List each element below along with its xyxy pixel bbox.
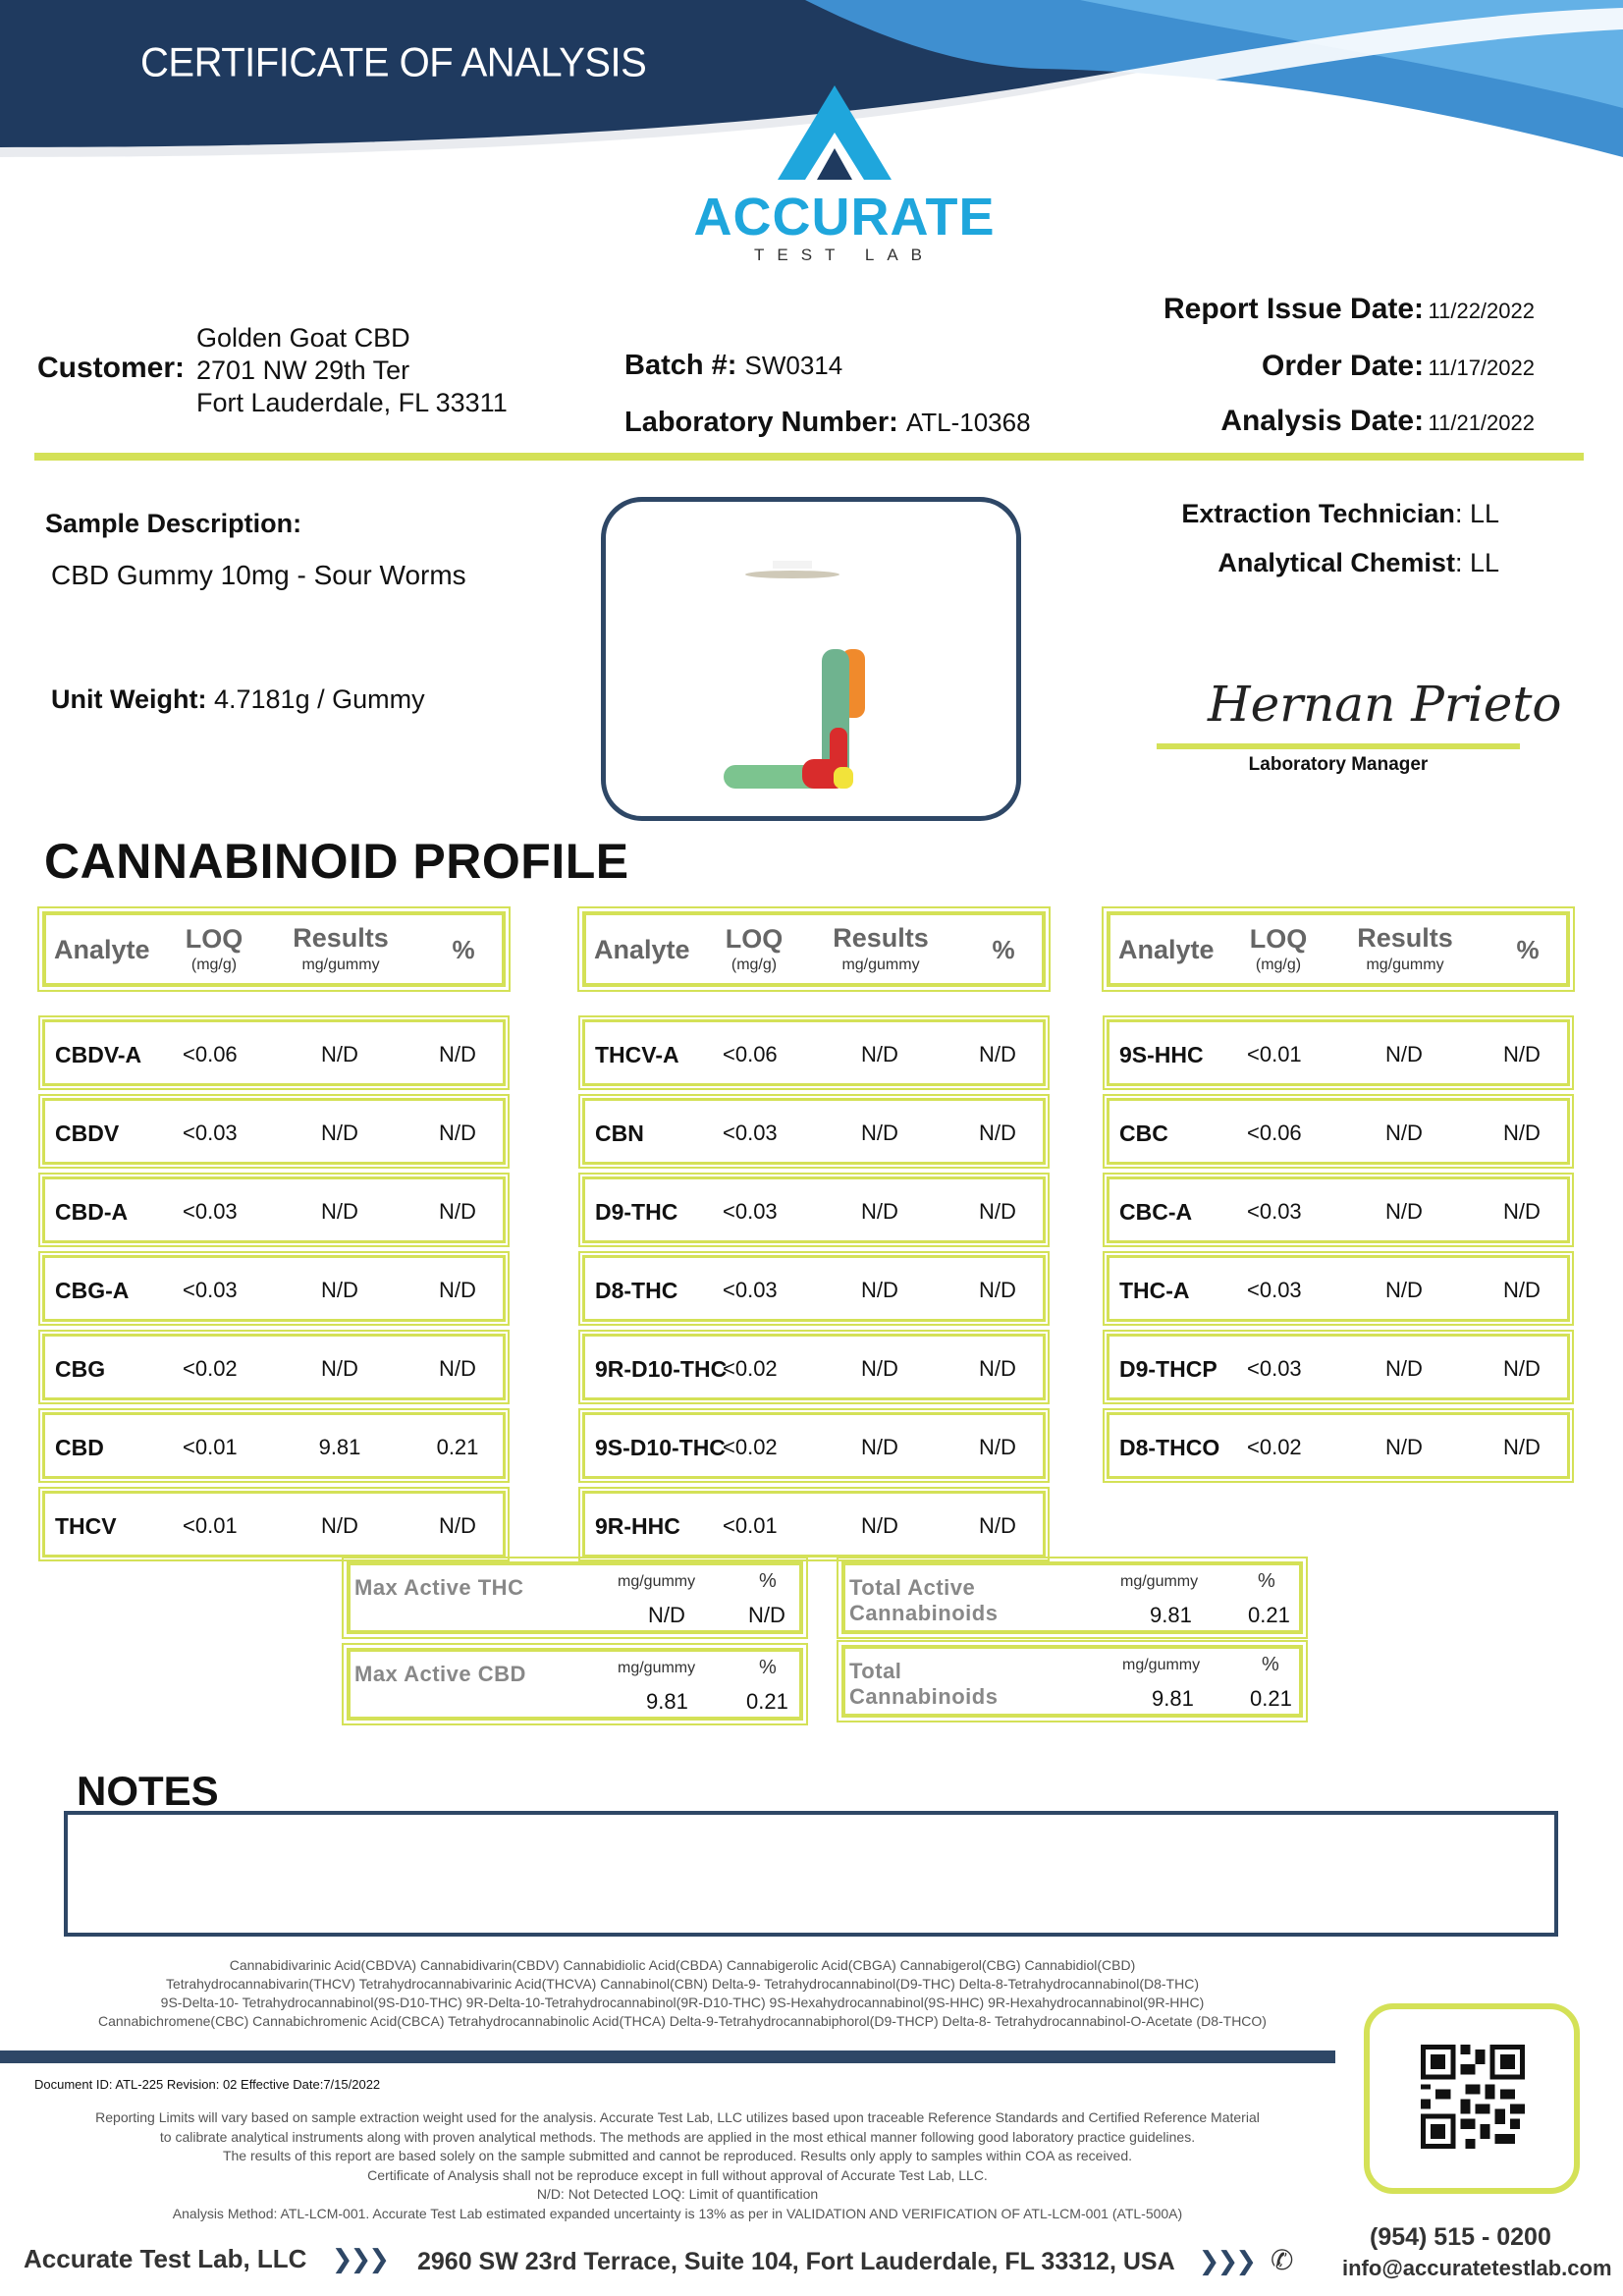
legend-line: 9S-Delta-10- Tetrahydrocannabinol(9S-D10-THC) 9R-Delta-10-Tetrahydrocannabinol(9R-D10-THC) 9S-Hexahydrocannabinol(9S-HHC) 9R-Hexahydrocannabinol(9R-HHC)	[160, 1995, 1205, 2010]
section-title-cannabinoid-profile: CANNABINOID PROFILE	[44, 834, 629, 889]
footer-phone: (954) 515 - 0200	[1370, 2223, 1551, 2251]
cell-percent: N/D	[439, 1513, 476, 1538]
lab-number-field	[624, 407, 1031, 439]
document-title: CERTIFICATE OF ANALYSIS	[140, 39, 647, 86]
header-loq-unit: (mg/g)	[1255, 957, 1302, 973]
cell-percent: N/D	[979, 1121, 1016, 1145]
cell-analyte: THC-A	[1119, 1278, 1190, 1303]
header-analyte: Analyte	[1118, 935, 1215, 964]
table-row	[42, 1176, 506, 1243]
table-row	[1107, 1334, 1570, 1400]
cell-loq: <0.02	[723, 1435, 778, 1459]
customer-name: Golden Goat CBD	[196, 323, 410, 353]
disclaimer-line: to calibrate analytical instruments along with proven analytical methods. The methods are applied in the most ethical manner following good laboratory practice guidelines.	[159, 2129, 1196, 2145]
order-date-label: Order Date:	[1262, 350, 1425, 382]
cell-result: 9.81	[318, 1435, 361, 1459]
table-row	[1107, 1098, 1570, 1165]
unit-weight-field	[51, 684, 425, 715]
summary-unit-mg: mg/gummy	[1122, 1657, 1201, 1673]
disclaimer-line: N/D: Not Detected LOQ: Limit of quantification	[536, 2186, 819, 2202]
cell-percent: N/D	[1503, 1121, 1541, 1145]
cell-result: N/D	[321, 1356, 358, 1381]
legend-line: Cannabichromene(CBC) Cannabichromenic Acid(CBCA) Tetrahydrocannabinolic Acid(THCA) Delta-9-Tetrahydrocannabiphorol(D9-THCP) Delta-8- Tetrahydrocannabinol-O-Acetate (D8-THCO)	[98, 2013, 1267, 2029]
cell-analyte: CBC	[1119, 1121, 1168, 1146]
table-header	[1107, 911, 1570, 987]
sample-photo	[601, 497, 1021, 821]
cell-loq: <0.03	[1247, 1356, 1302, 1381]
cell-result: N/D	[861, 1513, 898, 1538]
header-results-unit: mg/gummy	[1366, 957, 1444, 973]
table-row	[582, 1176, 1046, 1243]
cell-result: N/D	[861, 1435, 898, 1459]
header-loq-unit: (mg/g)	[730, 957, 778, 973]
cell-analyte: 9R-D10-THC	[595, 1356, 728, 1382]
legend-line: Cannabidivarinic Acid(CBDVA) Cannabidivarin(CBDV) Cannabidiolic Acid(CBDA) Cannabigerolic Acid(CBGA) Cannabigerol(CBG) Cannabidiol(CBD)	[229, 1957, 1136, 1973]
unit-weight-value: 4.7181g / Gummy	[213, 684, 425, 714]
cell-result: N/D	[1385, 1356, 1423, 1381]
table-row	[1107, 1412, 1570, 1479]
cell-result: N/D	[321, 1121, 358, 1145]
cell-loq: <0.03	[183, 1199, 238, 1224]
cell-percent: N/D	[979, 1435, 1016, 1459]
legend-line: Tetrahydrocannabivarin(THCV) Tetrahydrocannabivarinic Acid(THCVA) Cannabinol(CBN) Delta-9- Tetrahydrocannabinol(D9-THC) Delta-8-Tetrahydrocannabinol(D8-THC)	[166, 1976, 1199, 1992]
sample-description-label: Sample Description:	[45, 509, 302, 538]
cell-analyte: CBD-A	[55, 1199, 129, 1225]
cell-analyte: 9S-D10-THC	[595, 1435, 726, 1460]
cell-percent: N/D	[1503, 1278, 1541, 1302]
chemist-value: LL	[1469, 548, 1499, 577]
table-row	[42, 1255, 506, 1322]
header-divider	[34, 453, 1584, 461]
summary-pct-value: N/D	[748, 1603, 785, 1627]
analysis-date-label: Analysis Date:	[1220, 405, 1425, 437]
cell-analyte: CBDV	[55, 1121, 120, 1146]
cell-result: N/D	[321, 1199, 358, 1224]
footer-email[interactable]: info@accuratetestlab.com	[1342, 2256, 1612, 2280]
header-analyte: Analyte	[54, 935, 150, 964]
cell-result: N/D	[1385, 1121, 1423, 1145]
cell-result: N/D	[1385, 1199, 1423, 1224]
summary-unit-pct: %	[1262, 1654, 1279, 1675]
phone-icon: ✆	[1270, 2245, 1294, 2275]
cell-percent: N/D	[1503, 1356, 1541, 1381]
summary-unit-pct: %	[759, 1570, 777, 1592]
batch-field	[624, 350, 842, 382]
analysis-date-value: 11/21/2022	[1428, 410, 1535, 435]
header-percent: %	[992, 935, 1015, 964]
document-id: Document ID: ATL-225 Revision: 02 Effective Date:7/15/2022	[34, 2077, 381, 2092]
batch-value: SW0314	[744, 351, 843, 380]
cell-analyte: CBG-A	[55, 1278, 130, 1303]
summary-total-active-cannabinoids	[841, 1561, 1303, 1634]
table-row	[42, 1412, 506, 1479]
cell-percent: N/D	[439, 1121, 476, 1145]
cell-percent: N/D	[1503, 1199, 1541, 1224]
batch-label: Batch #:	[624, 350, 737, 381]
cell-loq: <0.03	[1247, 1199, 1302, 1224]
cell-result: N/D	[861, 1278, 898, 1302]
cell-result: N/D	[321, 1042, 358, 1066]
customer-label: Customer:	[37, 352, 186, 384]
summary-max-active-cbd	[347, 1648, 803, 1721]
cell-result: N/D	[1385, 1435, 1423, 1459]
cell-result: N/D	[1385, 1278, 1423, 1302]
table-row	[42, 1334, 506, 1400]
logo-wordmark: ACCURATE	[693, 188, 996, 246]
summary-label: Max Active THC	[354, 1575, 524, 1600]
cell-loq: <0.03	[723, 1121, 778, 1145]
footer-company: Accurate Test Lab, LLC ❯❯❯	[24, 2244, 388, 2273]
disclaimer-line: Certificate of Analysis shall not be reproduce except in full without approval of Accurate Test Lab, LLC.	[367, 2167, 988, 2183]
summary-label: Total Cannabinoids	[849, 1659, 999, 1709]
cell-percent: N/D	[979, 1199, 1016, 1224]
cell-loq: <0.01	[1247, 1042, 1302, 1066]
cell-analyte: D9-THCP	[1119, 1356, 1217, 1382]
header-loq-unit: (mg/g)	[190, 957, 238, 973]
lab-number-label: Laboratory Number:	[624, 407, 898, 438]
cell-result: N/D	[321, 1513, 358, 1538]
cell-analyte: CBD	[55, 1435, 104, 1460]
cell-result: N/D	[861, 1356, 898, 1381]
technician-label: Extraction Technician	[1181, 499, 1455, 528]
cell-loq: <0.01	[183, 1513, 238, 1538]
issue-date-label: Report Issue Date:	[1163, 293, 1425, 325]
header-loq: LOQ	[185, 924, 243, 954]
cell-analyte: D9-THC	[595, 1199, 678, 1225]
summary-total-cannabinoids	[841, 1645, 1303, 1718]
logo-subtitle: TEST LAB	[754, 246, 935, 264]
qr-code-icon	[1421, 2045, 1525, 2149]
header-loq: LOQ	[725, 924, 784, 954]
cell-analyte: 9R-HHC	[595, 1513, 680, 1539]
cell-analyte: THCV	[55, 1513, 117, 1539]
summary-label: Total Active Cannabinoids	[849, 1575, 999, 1625]
cell-result: N/D	[321, 1278, 358, 1302]
cell-result: N/D	[1385, 1042, 1423, 1066]
summary-unit-mg: mg/gummy	[1120, 1573, 1199, 1590]
header-results: Results	[833, 923, 929, 953]
cell-percent: N/D	[979, 1356, 1016, 1381]
table-row	[582, 1098, 1046, 1165]
table-row	[582, 1412, 1046, 1479]
table-header	[582, 911, 1046, 987]
table-row	[582, 1255, 1046, 1322]
cell-percent: N/D	[1503, 1435, 1541, 1459]
chevrons-icon: ❯❯❯	[331, 2244, 388, 2273]
cell-analyte: CBN	[595, 1121, 644, 1146]
summary-unit-mg: mg/gummy	[618, 1660, 696, 1676]
order-date-value: 11/17/2022	[1428, 355, 1535, 380]
technician-value: LL	[1469, 499, 1499, 528]
issue-date-field	[1163, 293, 1535, 326]
cell-loq: <0.06	[183, 1042, 238, 1066]
analysis-date-field	[1220, 405, 1535, 438]
cell-loq: <0.02	[723, 1356, 778, 1381]
header-analyte: Analyte	[594, 935, 690, 964]
summary-mg-value: N/D	[648, 1603, 685, 1627]
cell-loq: <0.02	[1247, 1435, 1302, 1459]
extraction-technician-field: Extraction Technician: LL	[1181, 499, 1499, 528]
summary-mg-value: 9.81	[1152, 1686, 1194, 1711]
cell-result: N/D	[861, 1042, 898, 1066]
cell-loq: <0.03	[1247, 1278, 1302, 1302]
customer-address-2: Fort Lauderdale, FL 33311	[196, 388, 508, 417]
cell-percent: N/D	[439, 1356, 476, 1381]
disclaimer-line: Analysis Method: ATL-LCM-001. Accurate Test Lab estimated expanded uncertainty is 13% as per in VALIDATION AND VERIFICATION OF ATL-LCM-001 (ATL-500A)	[172, 2206, 1183, 2221]
lab-number-value: ATL-10368	[905, 408, 1031, 437]
cell-percent: N/D	[979, 1042, 1016, 1066]
summary-pct-value: 0.21	[746, 1689, 788, 1714]
notes-box	[64, 1811, 1558, 1937]
signature-line	[1157, 743, 1520, 749]
notes-title: NOTES	[77, 1768, 219, 1814]
cell-loq: <0.01	[723, 1513, 778, 1538]
analytical-chemist-field: Analytical Chemist: LL	[1217, 548, 1499, 577]
cell-result: N/D	[861, 1121, 898, 1145]
cell-loq: <0.03	[183, 1121, 238, 1145]
cell-percent: N/D	[979, 1278, 1016, 1302]
header-results-unit: mg/gummy	[301, 957, 380, 973]
cell-analyte: 9S-HHC	[1119, 1042, 1204, 1067]
summary-unit-mg: mg/gummy	[618, 1573, 696, 1590]
summary-pct-value: 0.21	[1248, 1603, 1290, 1627]
cell-percent: N/D	[439, 1042, 476, 1066]
accurate-logo-mark-icon	[776, 83, 893, 182]
disclaimer-line: Reporting Limits will vary based on sample extraction weight used for the analysis. Accurate Test Lab, LLC utilizes based upon traceable Reference Standards and Certified Reference Material	[95, 2109, 1260, 2125]
table-row	[42, 1019, 506, 1086]
table-row	[582, 1334, 1046, 1400]
cell-result: N/D	[861, 1199, 898, 1224]
unit-weight-label: Unit Weight:	[51, 684, 207, 714]
table-row	[42, 1098, 506, 1165]
summary-unit-pct: %	[759, 1657, 777, 1678]
table-row	[1107, 1255, 1570, 1322]
summary-pct-value: 0.21	[1250, 1686, 1292, 1711]
cell-percent: N/D	[979, 1513, 1016, 1538]
qr-code-box[interactable]	[1364, 2003, 1580, 2194]
cell-loq: <0.06	[1247, 1121, 1302, 1145]
footer-address: 2960 SW 23rd Terrace, Suite 104, Fort Lauderdale, FL 33312, USA ❯❯❯ ✆	[417, 2245, 1294, 2275]
summary-max-active-thc	[347, 1561, 803, 1634]
disclaimer-line: The results of this report are based solely on the sample submitted and cannot be reproduced. Results only apply to samples within COA as received.	[222, 2148, 1133, 2163]
cell-loq: <0.02	[183, 1356, 238, 1381]
summary-label: Max Active CBD	[354, 1662, 526, 1686]
cell-percent: N/D	[439, 1199, 476, 1224]
cell-loq: <0.03	[723, 1278, 778, 1302]
footer-divider	[0, 2050, 1335, 2063]
cell-loq: <0.06	[723, 1042, 778, 1066]
cell-analyte: D8-THC	[595, 1278, 678, 1303]
manager-signature: Hernan Prieto	[1208, 676, 1562, 733]
customer-block	[196, 322, 508, 419]
table-row	[42, 1491, 506, 1558]
header-results: Results	[1357, 923, 1453, 953]
table-header	[42, 911, 506, 987]
table-row	[1107, 1019, 1570, 1086]
cell-loq: <0.03	[183, 1278, 238, 1302]
signature-role: Laboratory Manager	[1248, 754, 1429, 775]
issue-date-value: 11/22/2022	[1428, 299, 1535, 323]
cell-analyte: CBDV-A	[55, 1042, 142, 1067]
chevrons-icon: ❯❯❯	[1198, 2246, 1255, 2275]
cell-loq: <0.03	[723, 1199, 778, 1224]
gummy-photo-icon	[606, 502, 1016, 816]
header-percent: %	[1516, 935, 1540, 964]
cell-percent: 0.21	[436, 1435, 479, 1459]
header-results-unit: mg/gummy	[841, 957, 920, 973]
cell-analyte: CBG	[55, 1356, 106, 1382]
table-row	[582, 1019, 1046, 1086]
summary-mg-value: 9.81	[1150, 1603, 1192, 1627]
header-loq: LOQ	[1249, 924, 1308, 954]
cell-percent: N/D	[1503, 1042, 1541, 1066]
summary-mg-value: 9.81	[646, 1689, 688, 1714]
header-results: Results	[293, 923, 389, 953]
header-percent: %	[452, 935, 475, 964]
order-date-field	[1262, 350, 1535, 383]
cell-loq: <0.01	[183, 1435, 238, 1459]
cell-analyte: D8-THCO	[1119, 1435, 1220, 1460]
chemist-label: Analytical Chemist	[1217, 548, 1455, 577]
table-row	[582, 1491, 1046, 1558]
cell-analyte: CBC-A	[1119, 1199, 1193, 1225]
customer-address-1: 2701 NW 29th Ter	[196, 355, 410, 385]
cell-percent: N/D	[439, 1278, 476, 1302]
table-row	[1107, 1176, 1570, 1243]
summary-unit-pct: %	[1258, 1570, 1275, 1592]
sample-description-value: CBD Gummy 10mg - Sour Worms	[51, 560, 466, 590]
cell-analyte: THCV-A	[595, 1042, 679, 1067]
